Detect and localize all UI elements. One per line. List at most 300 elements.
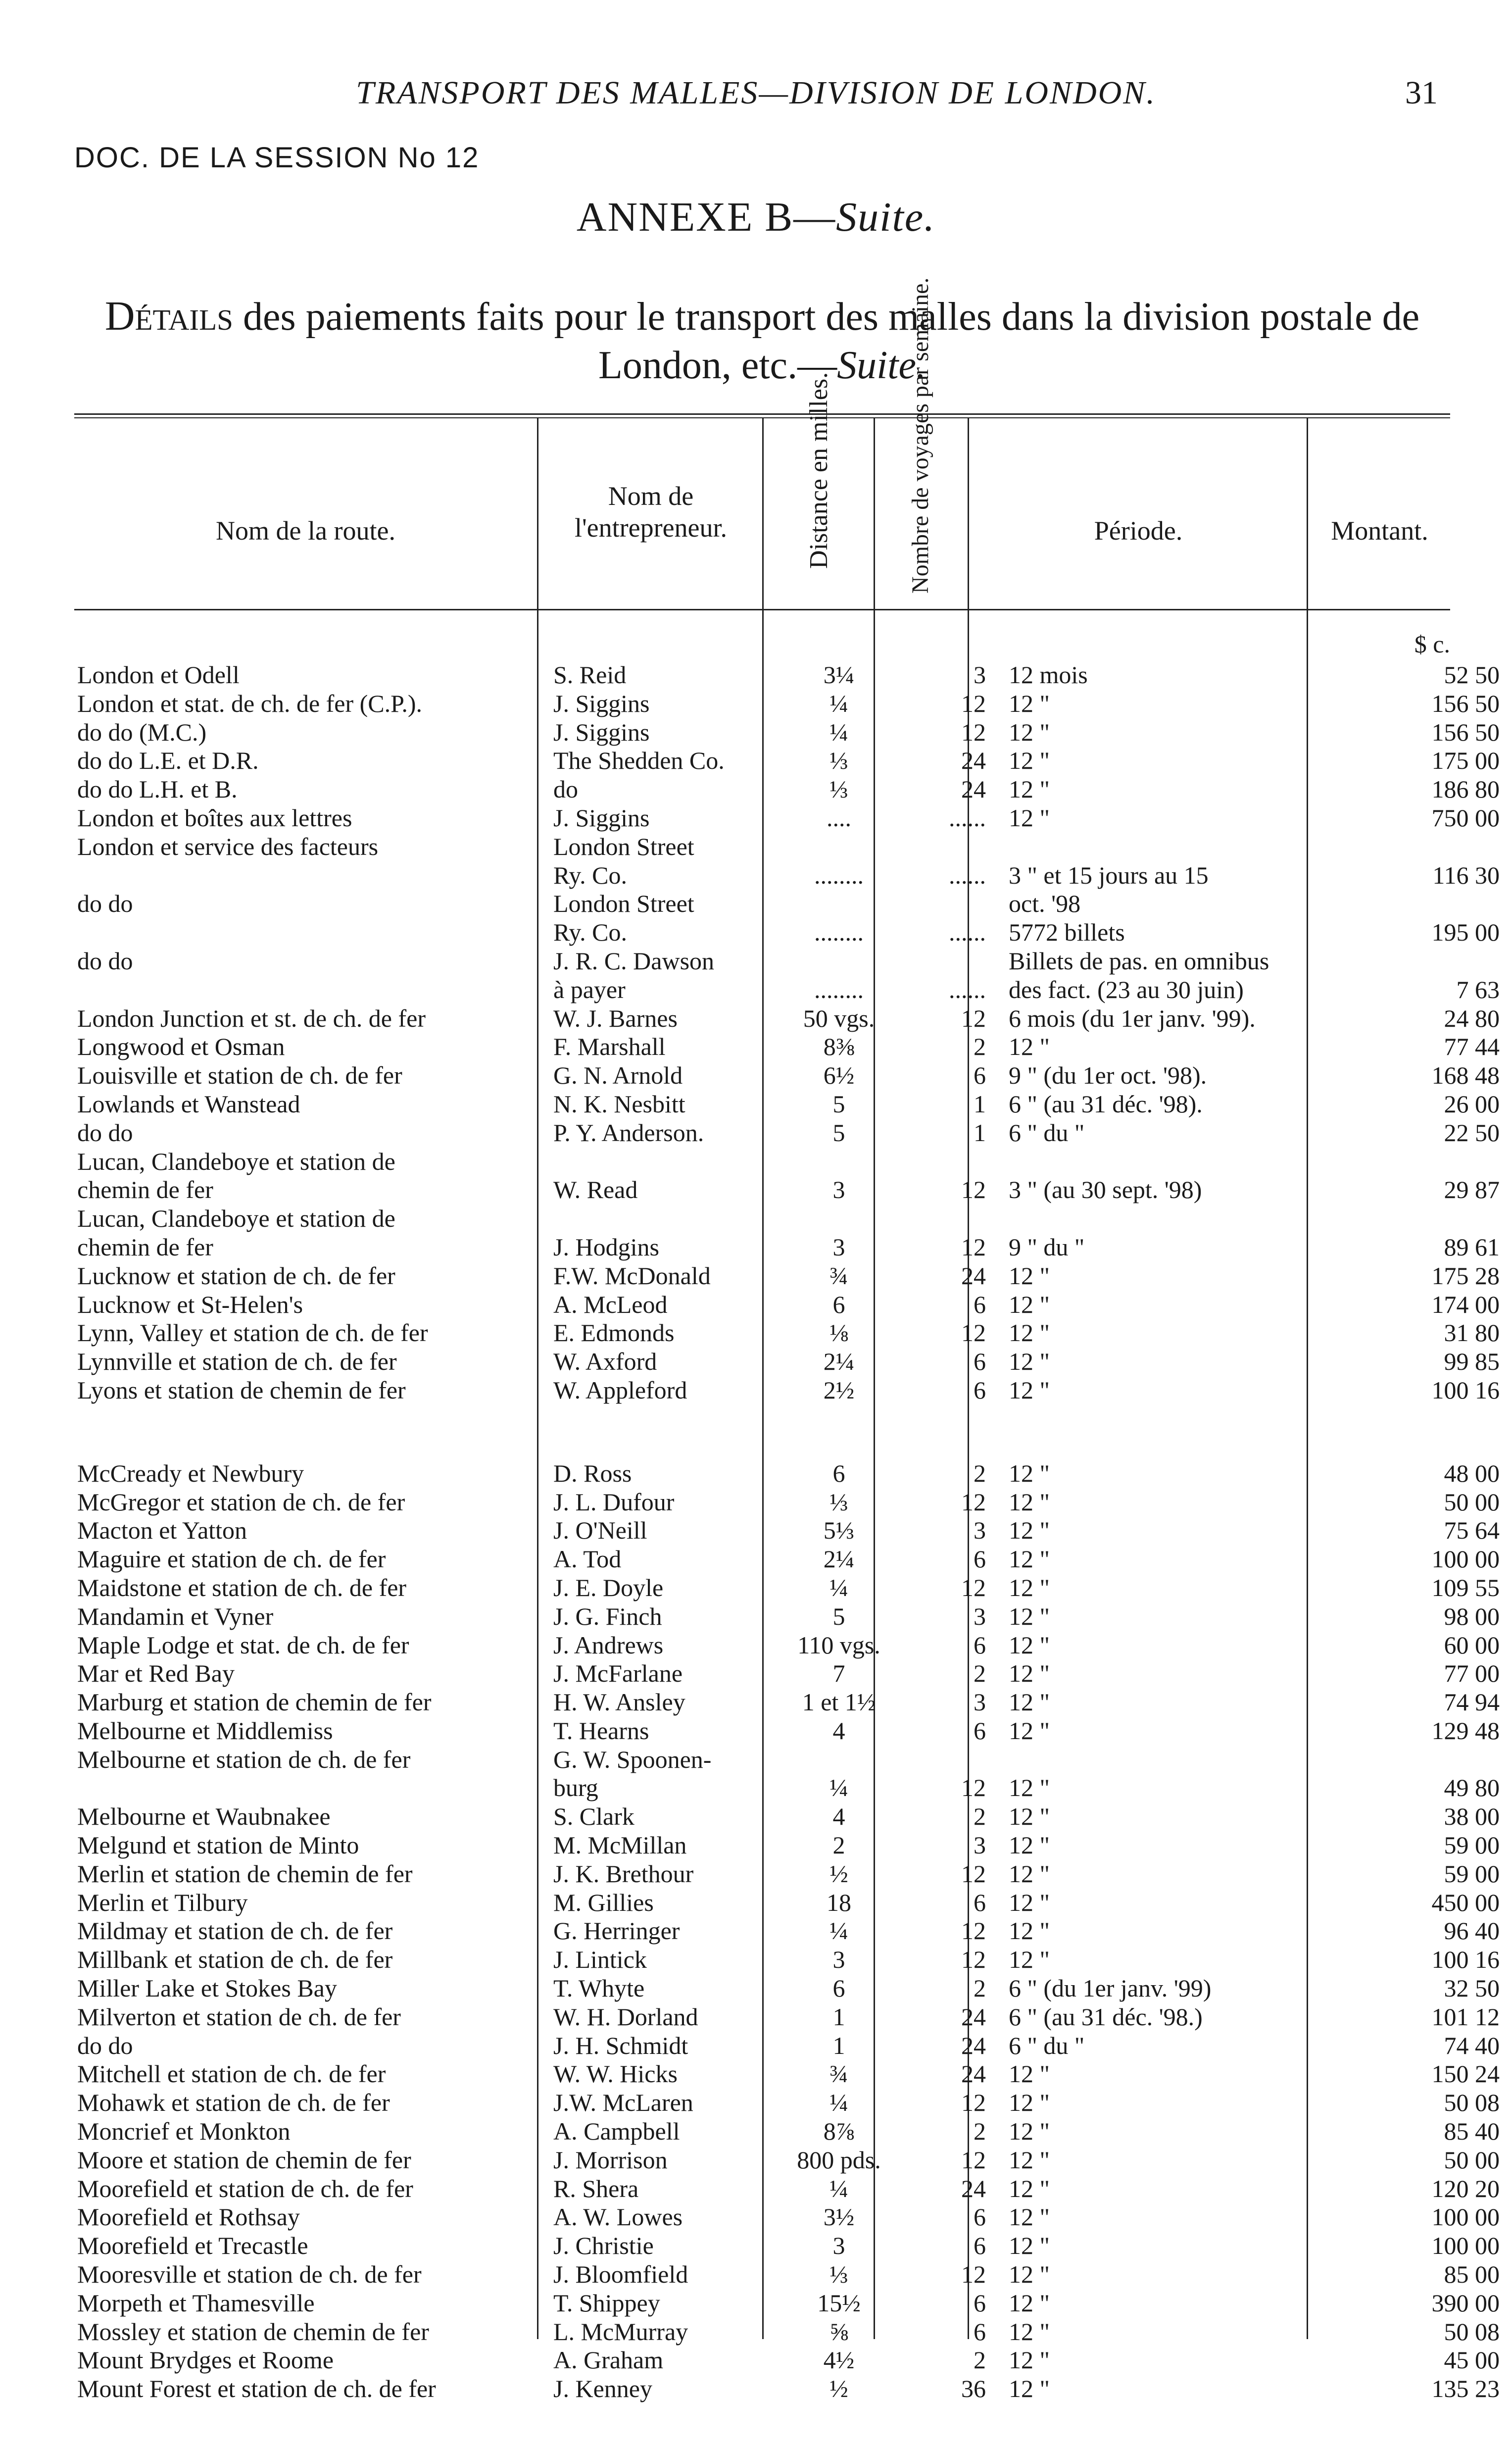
cell-period: 3 " et 15 jours au 15 <box>1009 861 1209 889</box>
cell-route: Lynn, Valley et station de ch. de fer <box>77 1319 428 1347</box>
cell-contractor: London Street <box>553 890 694 918</box>
header-contractor: Nom de l'entrepreneur. <box>574 481 728 543</box>
cell-contractor: W. Axford <box>553 1348 657 1376</box>
payments-table <box>74 661 1510 2403</box>
cell-route: Melbourne et station de ch. de fer <box>77 1745 411 1773</box>
cell-distance: 6½ <box>823 1061 855 1090</box>
cell-amount <box>1333 890 1510 918</box>
cell-distance: 15½ <box>817 2289 861 2317</box>
cell-distance: 4 <box>832 1802 845 1831</box>
cell-contractor: G. Herringer <box>553 1917 680 1945</box>
table-row <box>74 1090 1510 1119</box>
cell-distance: 800 pds. <box>797 2146 881 2174</box>
cell-route: Mount Brydges et Roome <box>77 2346 334 2374</box>
cell-amount: 50 00 <box>1444 2146 1500 2174</box>
cell-distance: ⅝ <box>829 2317 848 2346</box>
cell-route: McCready et Newbury <box>77 1459 304 1487</box>
cell-distance: 2¼ <box>823 1545 855 1573</box>
cell-period: 12 " <box>1009 1545 1050 1573</box>
table-row <box>74 690 1510 718</box>
cell-trips: 6 <box>974 2317 986 2346</box>
cell-trips: 2 <box>974 1974 986 2002</box>
cell-contractor: W. W. Hicks <box>553 2060 678 2088</box>
cell-contractor: W. Appleford <box>553 1376 687 1404</box>
cell-contractor: burg <box>553 1774 598 1802</box>
cell-distance: 5 <box>832 1602 845 1630</box>
cell-route <box>74 1774 550 1802</box>
cell-amount: 150 24 <box>1431 2060 1500 2088</box>
cell-trips: 2 <box>974 1459 986 1487</box>
cell-period: 6 " du " <box>1009 2031 1085 2059</box>
table-row <box>74 1376 1510 1405</box>
cell-contractor: Ry. Co. <box>553 861 627 889</box>
cell-distance: 6 <box>832 1459 845 1487</box>
cell-trips: ...... <box>949 975 986 1003</box>
cell-distance: 7 <box>832 1659 845 1688</box>
table-row <box>74 1717 1510 1746</box>
cell-trips: 12 <box>961 2260 986 2289</box>
cell-route: Mohawk et station de ch. de fer <box>77 2089 390 2117</box>
cell-contractor: P. Y. Anderson. <box>553 1118 704 1147</box>
cell-distance: 3 <box>832 1233 845 1261</box>
cell-contractor: L. McMurray <box>553 2317 688 2346</box>
cell-amount: 49 80 <box>1444 1774 1500 1802</box>
cell-route: London Junction et st. de ch. de fer <box>77 1004 426 1032</box>
cell-trips: 6 <box>974 1631 986 1659</box>
table-row <box>74 833 1510 861</box>
table-row <box>74 1004 1510 1033</box>
cell-period: 12 " <box>1009 1917 1050 1945</box>
cell-trips: ...... <box>949 861 986 889</box>
table-row <box>74 1148 1510 1176</box>
table-row <box>74 1659 1510 1688</box>
cell-route: do do (M.C.) <box>77 718 207 746</box>
cell-amount: 38 00 <box>1444 1802 1500 1831</box>
cell-period <box>1006 1148 1333 1176</box>
page-number: 31 <box>1405 75 1438 111</box>
table-row <box>74 2375 1510 2403</box>
cell-period: 12 " <box>1009 775 1050 803</box>
cell-route: Moorefield et Trecastle <box>77 2232 308 2260</box>
cell-route: Merlin et Tilbury <box>77 1888 248 1916</box>
cell-amount: 31 80 <box>1444 1319 1500 1347</box>
cell-trips: 12 <box>961 1488 986 1516</box>
cell-amount: 98 00 <box>1444 1602 1500 1630</box>
table-row <box>74 2346 1510 2375</box>
cell-distance: ¼ <box>829 718 848 746</box>
cell-period: 12 " <box>1009 1488 1050 1516</box>
cell-distance <box>779 1746 899 1774</box>
cell-route: Maguire et station de ch. de fer <box>77 1545 386 1573</box>
cell-trips: 12 <box>961 1004 986 1032</box>
cell-trips <box>899 1148 1006 1176</box>
cell-amount: 116 30 <box>1432 861 1500 889</box>
cell-route: McGregor et station de ch. de fer <box>77 1488 405 1516</box>
cell-trips: 1 <box>974 1090 986 1118</box>
annexe-title-text: ANNEXE B— <box>576 194 836 240</box>
cell-amount: 7 63 <box>1456 975 1500 1003</box>
cell-route: Mooresville et station de ch. de fer <box>77 2260 422 2289</box>
cell-distance: 6 <box>832 1974 845 2002</box>
cell-route: Lucknow et station de ch. de fer <box>77 1261 395 1290</box>
table-row <box>74 2175 1510 2203</box>
cell-period: 12 " <box>1009 1659 1050 1688</box>
cell-distance <box>779 1204 899 1233</box>
section-gap <box>74 1405 1510 1459</box>
cell-distance: 50 vgs. <box>803 1004 875 1032</box>
cell-amount: 29 87 <box>1444 1176 1500 1204</box>
cell-route: Louisville et station de ch. de fer <box>77 1061 402 1090</box>
cell-amount: 186 80 <box>1431 775 1500 803</box>
cell-period: 6 " du " <box>1009 1118 1085 1147</box>
cell-route: Mossley et station de chemin de fer <box>77 2317 429 2346</box>
cell-distance <box>779 947 899 976</box>
cell-period: 12 " <box>1009 2260 1050 2289</box>
cell-trips: 12 <box>961 1946 986 1974</box>
cell-period: 12 " <box>1009 1290 1050 1318</box>
cell-period: 12 " <box>1009 2174 1050 2202</box>
cell-route: London et boîtes aux lettres <box>77 803 352 832</box>
cell-route: Maple Lodge et stat. de ch. de fer <box>77 1631 409 1659</box>
cell-trips: 3 <box>974 1831 986 1859</box>
cell-distance: 8⅜ <box>823 1033 855 1061</box>
cell-amount: 129 48 <box>1431 1716 1500 1745</box>
table-caption <box>74 292 1450 390</box>
cell-contractor: London Street <box>553 832 694 860</box>
cell-amount: 135 23 <box>1431 2375 1500 2403</box>
cell-route: Morpeth et Thamesville <box>77 2289 315 2317</box>
table-row <box>74 1574 1510 1602</box>
cell-trips: 6 <box>974 1290 986 1318</box>
cell-amount: 100 16 <box>1431 1946 1500 1974</box>
cell-contractor: J. K. Brethour <box>553 1859 694 1888</box>
cell-period: 12 " <box>1009 1716 1050 1745</box>
cell-contractor: M. Gillies <box>553 1888 654 1916</box>
cell-route: London et service des facteurs <box>77 832 379 860</box>
cell-distance: ⅓ <box>829 775 848 803</box>
cell-amount: 52 50 <box>1444 661 1500 689</box>
cell-contractor: W. J. Barnes <box>553 1004 678 1032</box>
cell-distance: 3 <box>832 2232 845 2260</box>
table-row <box>74 918 1510 947</box>
cell-contractor: J. Bloomfield <box>553 2260 688 2289</box>
cell-contractor: J. Siggins <box>553 689 650 717</box>
cell-amount <box>1333 1746 1510 1774</box>
cell-trips: 24 <box>961 1261 986 1290</box>
cell-trips: 6 <box>974 1348 986 1376</box>
cell-route: Melbourne et Middlemiss <box>77 1716 333 1745</box>
cell-contractor: J. Morrison <box>553 2146 668 2174</box>
cell-distance: ¼ <box>829 689 848 717</box>
cell-trips <box>899 890 1006 918</box>
table-row <box>74 747 1510 775</box>
cell-route: Moncrief et Monkton <box>77 2117 291 2146</box>
cell-amount: 77 44 <box>1444 1033 1500 1061</box>
cell-contractor: J. O'Neill <box>553 1516 647 1545</box>
cell-trips <box>899 947 1006 976</box>
cell-trips: 6 <box>974 1716 986 1745</box>
cell-period: 5772 billets <box>1009 918 1125 947</box>
table-row <box>74 2260 1510 2289</box>
cell-trips: 12 <box>961 1573 986 1601</box>
cell-contractor <box>550 1204 779 1233</box>
cell-period: 12 " <box>1009 2117 1050 2146</box>
table-row <box>74 2060 1510 2089</box>
cell-period: 12 " <box>1009 1261 1050 1290</box>
table-row <box>74 1802 1510 1831</box>
cell-amount: 74 94 <box>1444 1688 1500 1716</box>
table-row <box>74 1774 1510 1802</box>
cell-contractor: J. Andrews <box>553 1631 664 1659</box>
cell-trips: 2 <box>974 1802 986 1831</box>
cell-contractor: F.W. McDonald <box>553 1261 711 1290</box>
cell-distance: 8⅞ <box>823 2117 855 2146</box>
cell-route: chemin de fer <box>77 1233 213 1261</box>
cell-amount: 168 48 <box>1431 1061 1500 1090</box>
cell-route: London et Odell <box>77 661 240 689</box>
cell-amount: 100 16 <box>1431 1376 1500 1404</box>
cell-route: Macton et Yatton <box>77 1516 247 1545</box>
cell-contractor: T. Shippey <box>553 2289 660 2317</box>
cell-amount: 50 08 <box>1444 2089 1500 2117</box>
cell-period: 12 " <box>1009 1831 1050 1859</box>
table-row <box>74 1262 1510 1291</box>
table-row <box>74 2232 1510 2260</box>
cell-trips: 6 <box>974 2232 986 2260</box>
table-row <box>74 1516 1510 1545</box>
cell-amount: 77 00 <box>1444 1659 1500 1688</box>
cell-contractor: A. McLeod <box>553 1290 668 1318</box>
cell-distance: 3¼ <box>823 661 855 689</box>
cell-amount: 175 28 <box>1431 1261 1500 1290</box>
table-row <box>74 1946 1510 1974</box>
cell-route: Moorefield et Rothsay <box>77 2203 300 2231</box>
cell-contractor: J. Lintick <box>553 1946 647 1974</box>
cell-amount: 96 40 <box>1444 1917 1500 1945</box>
table-row <box>74 1860 1510 1889</box>
cell-trips <box>899 1746 1006 1774</box>
cell-contractor: The Shedden Co. <box>553 747 725 775</box>
table-row <box>74 1602 1510 1631</box>
table-row <box>74 1204 1510 1233</box>
cell-amount: 45 00 <box>1444 2346 1500 2374</box>
cell-amount: 100 00 <box>1431 2203 1500 2231</box>
header-amount: Montant. <box>1331 516 1428 546</box>
cell-period: 6 mois (du 1er janv. '99). <box>1009 1004 1256 1032</box>
cell-period: 12 " <box>1009 1802 1050 1831</box>
cell-contractor: D. Ross <box>553 1459 632 1487</box>
cell-contractor: J.W. McLaren <box>553 2089 693 2117</box>
cell-route: Miller Lake et Stokes Bay <box>77 1974 337 2002</box>
cell-trips: 2 <box>974 2117 986 2146</box>
cell-amount: 156 50 <box>1431 689 1500 717</box>
cell-distance: 4 <box>832 1716 845 1745</box>
cell-route: Longwood et Osman <box>77 1033 285 1061</box>
cell-trips: 12 <box>961 1319 986 1347</box>
cell-distance: ⅛ <box>829 1319 848 1347</box>
cell-contractor: A. Campbell <box>553 2117 680 2146</box>
running-head: TRANSPORT DES MALLES—DIVISION DE LONDON. <box>356 75 1156 111</box>
cell-contractor <box>550 1148 779 1176</box>
cell-amount: 156 50 <box>1431 718 1500 746</box>
cell-period: 12 " <box>1009 803 1050 832</box>
cell-contractor: N. K. Nesbitt <box>553 1090 685 1118</box>
cell-trips: 6 <box>974 1545 986 1573</box>
cell-period: 12 " <box>1009 1602 1050 1630</box>
table-row <box>74 1459 1510 1488</box>
cell-contractor: J. Kenney <box>553 2375 652 2403</box>
cell-distance: ¼ <box>829 1573 848 1601</box>
cell-period <box>1006 1746 1333 1774</box>
cell-distance: ¼ <box>829 2174 848 2202</box>
cell-trips: 2 <box>974 2346 986 2374</box>
cell-route: Melgund et station de Minto <box>77 1831 359 1859</box>
table-row <box>74 861 1510 890</box>
cell-route: London et stat. de ch. de fer (C.P.). <box>77 689 423 717</box>
cell-trips: 6 <box>974 2203 986 2231</box>
table-row <box>74 947 1510 976</box>
cell-amount: 50 08 <box>1444 2317 1500 2346</box>
cell-amount: 85 40 <box>1444 2117 1500 2146</box>
cell-period: 12 " <box>1009 689 1050 717</box>
cell-period <box>1006 1204 1333 1233</box>
cell-route: Maidstone et station de ch. de fer <box>77 1573 407 1601</box>
cell-route: Millbank et station de ch. de fer <box>77 1946 393 1974</box>
cell-amount: 75 64 <box>1444 1516 1500 1545</box>
cell-amount: 32 50 <box>1444 1974 1500 2002</box>
table-row <box>74 2203 1510 2232</box>
table-row <box>74 1545 1510 1574</box>
table-row <box>74 976 1510 1004</box>
cell-amount: 48 00 <box>1444 1459 1500 1487</box>
cell-distance: .... <box>827 803 851 832</box>
cell-amount: 60 00 <box>1444 1631 1500 1659</box>
table-row <box>74 2146 1510 2175</box>
cell-period: 12 " <box>1009 2060 1050 2088</box>
cell-distance <box>779 890 899 918</box>
cell-distance <box>779 833 899 861</box>
cell-distance: ¾ <box>829 1261 848 1290</box>
cell-route: Mar et Red Bay <box>77 1659 235 1688</box>
cell-contractor: T. Whyte <box>553 1974 645 2002</box>
cell-contractor: J. Siggins <box>553 803 650 832</box>
cell-amount <box>1333 1204 1510 1233</box>
cell-trips: 6 <box>974 2289 986 2317</box>
cell-distance: ........ <box>814 975 864 1003</box>
header-period: Période. <box>1094 516 1183 546</box>
cell-period: 12 " <box>1009 1348 1050 1376</box>
cell-distance: 2½ <box>823 1376 855 1404</box>
cell-route: do do <box>77 1118 133 1147</box>
cell-contractor: G. N. Arnold <box>553 1061 683 1090</box>
table-row <box>74 1831 1510 1860</box>
cell-trips: 24 <box>961 2174 986 2202</box>
cell-contractor: J. L. Dufour <box>553 1488 675 1516</box>
cell-contractor: F. Marshall <box>553 1033 666 1061</box>
table-row <box>74 1061 1510 1090</box>
cell-contractor: R. Shera <box>553 2174 639 2202</box>
cell-contractor: à payer <box>553 975 626 1003</box>
cell-period: 12 " <box>1009 1459 1050 1487</box>
cell-period: 12 " <box>1009 2203 1050 2231</box>
top-rule <box>74 413 1450 415</box>
cell-contractor: do <box>553 775 578 803</box>
cell-period: 6 " (du 1er janv. '99) <box>1009 1974 1212 2002</box>
cell-route: Melbourne et Waubnakee <box>77 1802 331 1831</box>
cell-trips: 3 <box>974 1516 986 1545</box>
cell-amount: 174 00 <box>1431 1290 1500 1318</box>
cell-period: 12 " <box>1009 2089 1050 2117</box>
cell-contractor: J. E. Doyle <box>553 1573 664 1601</box>
cell-amount: 50 00 <box>1444 1488 1500 1516</box>
cell-period: 12 " <box>1009 1631 1050 1659</box>
cell-period: 3 " (au 30 sept. '98) <box>1009 1176 1202 1204</box>
table-row <box>74 1631 1510 1660</box>
cell-trips: 2 <box>974 1033 986 1061</box>
table-row <box>74 2032 1510 2060</box>
cell-distance: 1 <box>832 2002 845 2031</box>
cell-period: oct. '98 <box>1009 890 1081 918</box>
table-row <box>74 2318 1510 2347</box>
cell-contractor: J. H. Schmidt <box>553 2031 688 2059</box>
cell-trips: 12 <box>961 1917 986 1945</box>
annexe-title <box>0 193 1512 241</box>
cell-distance: ⅓ <box>829 1488 848 1516</box>
cell-amount: 59 00 <box>1444 1831 1500 1859</box>
cell-distance: ⅓ <box>829 2260 848 2289</box>
cell-period: 12 " <box>1009 2289 1050 2317</box>
cell-trips: 12 <box>961 718 986 746</box>
cell-contractor: J. R. C. Dawson <box>553 947 715 975</box>
cell-amount: 120 20 <box>1431 2174 1500 2202</box>
cell-contractor: S. Reid <box>553 661 627 689</box>
table-row <box>74 1688 1510 1717</box>
cell-distance: 2 <box>832 1831 845 1859</box>
table-row <box>74 775 1510 804</box>
cell-distance <box>779 1148 899 1176</box>
cell-route: Mount Forest et station de ch. de fer <box>77 2375 436 2403</box>
cell-route <box>74 976 550 1004</box>
cell-period: 12 " <box>1009 2317 1050 2346</box>
cell-distance: 3 <box>832 1946 845 1974</box>
cell-trips: 3 <box>974 1602 986 1630</box>
cell-amount: 89 61 <box>1444 1233 1500 1261</box>
cell-distance: ¾ <box>829 2060 848 2088</box>
cell-trips: 36 <box>961 2375 986 2403</box>
cell-amount: 99 85 <box>1444 1348 1500 1376</box>
table-row <box>74 1176 1510 1204</box>
cell-amount: 100 00 <box>1431 2232 1500 2260</box>
cell-distance: ½ <box>829 2375 848 2403</box>
cell-contractor: S. Clark <box>553 1802 634 1831</box>
cell-period: 12 " <box>1009 2146 1050 2174</box>
cell-amount: 195 00 <box>1431 918 1500 947</box>
header-trips: Nombre de voyages par semaine. <box>907 277 933 594</box>
table-row <box>74 1119 1510 1148</box>
cell-trips <box>899 1204 1006 1233</box>
cell-trips: 12 <box>961 2089 986 2117</box>
table-row <box>74 2117 1510 2146</box>
cell-distance: ¼ <box>829 1774 848 1802</box>
cell-period: 12 " <box>1009 1516 1050 1545</box>
table-row <box>74 2089 1510 2117</box>
cell-amount <box>1333 833 1510 861</box>
cell-period: 12 " <box>1009 1573 1050 1601</box>
cell-period: 6 " (au 31 déc. '98). <box>1009 1090 1203 1118</box>
table-row <box>74 1488 1510 1517</box>
cell-trips: 12 <box>961 1859 986 1888</box>
cell-contractor: W. Read <box>553 1176 638 1204</box>
